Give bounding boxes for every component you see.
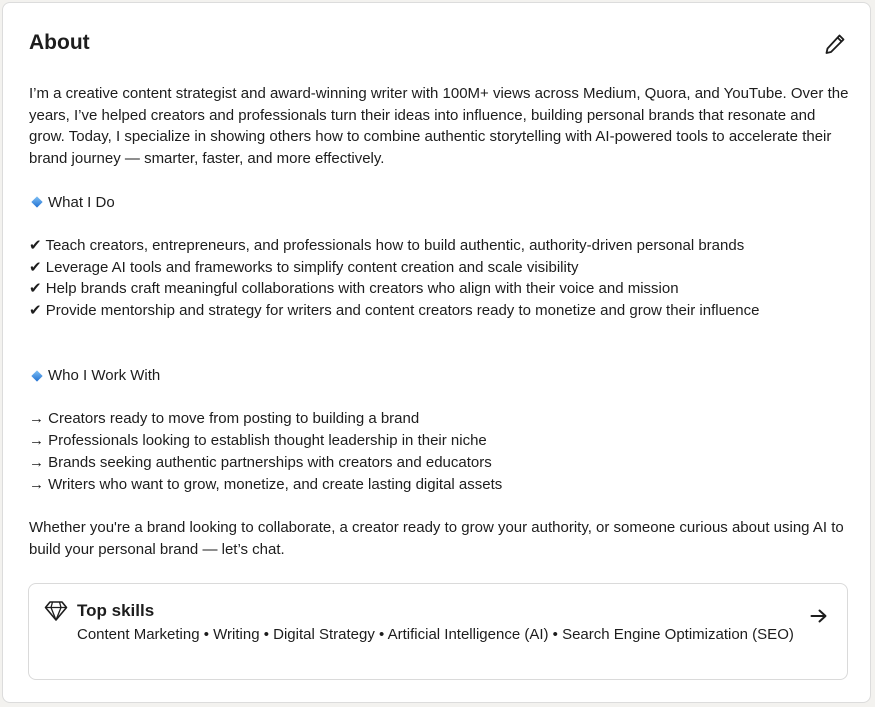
who-i-work-with-item: → Professionals looking to establish thought leadership in their niche — [29, 432, 487, 450]
blue-diamond-icon — [31, 196, 42, 207]
about-intro: I’m a creative content strategist and award-winning writer with 100M+ views across Medium, Quora, and YouTube. Over the years, I’ve helped creators and professionals turn their ideas into influence, building personal brands that resonate and grow. Today, I specialize in showing others how to combine authentic storytelling with AI-powered tools to accelerate their brand journey — smarter, faster, and more effectively. — [29, 85, 849, 168]
top-skills-list: Content Marketing • Writing • Digital Strategy • Artificial Intelligence (AI) • Search Engine Optimization (SEO) — [77, 626, 794, 643]
what-i-do-heading — [29, 192, 849, 214]
arrow-right-icon — [810, 608, 828, 624]
what-i-do-heading-text: What I Do — [48, 193, 115, 211]
blue-diamond-icon — [31, 370, 42, 381]
what-i-do-item: ✔ Leverage AI tools and frameworks to simplify content creation and scale visibility — [29, 258, 579, 276]
about-title: About — [29, 31, 90, 54]
top-skills-title: Top skills — [77, 601, 155, 620]
what-i-do-item: ✔ Help brands craft meaningful collaborations with creators who align with their voice and mission — [29, 280, 679, 298]
who-i-work-with-item: → Brands seeking authentic partnerships with creators and educators — [29, 453, 492, 471]
about-body — [29, 83, 849, 560]
what-i-do-item: ✔ Provide mentorship and strategy for writers and content creators ready to monetize and grow their influence — [29, 302, 760, 319]
top-skills-arrow-button[interactable] — [807, 604, 831, 628]
about-closing: Whether you're a brand looking to collaborate, a creator ready to grow your authority, or someone curious about using AI to build your personal brand — let’s chat. — [29, 518, 844, 558]
edit-about-button[interactable] — [820, 29, 850, 59]
who-i-work-with-item: → Writers who want to grow, monetize, and create lasting digital assets — [29, 475, 503, 493]
who-i-work-with-heading-text: Who I Work With — [48, 367, 161, 385]
who-i-work-with-heading — [29, 365, 849, 387]
what-i-do-item: ✔ Teach creators, entrepreneurs, and professionals how to build authentic, authority-driven personal brands — [29, 236, 745, 254]
top-skills-card[interactable] — [28, 583, 848, 680]
pencil-icon — [823, 32, 847, 56]
who-i-work-with-item: → Creators ready to move from posting to building a brand — [29, 410, 420, 428]
gem-icon — [44, 600, 68, 622]
about-card — [2, 2, 871, 703]
